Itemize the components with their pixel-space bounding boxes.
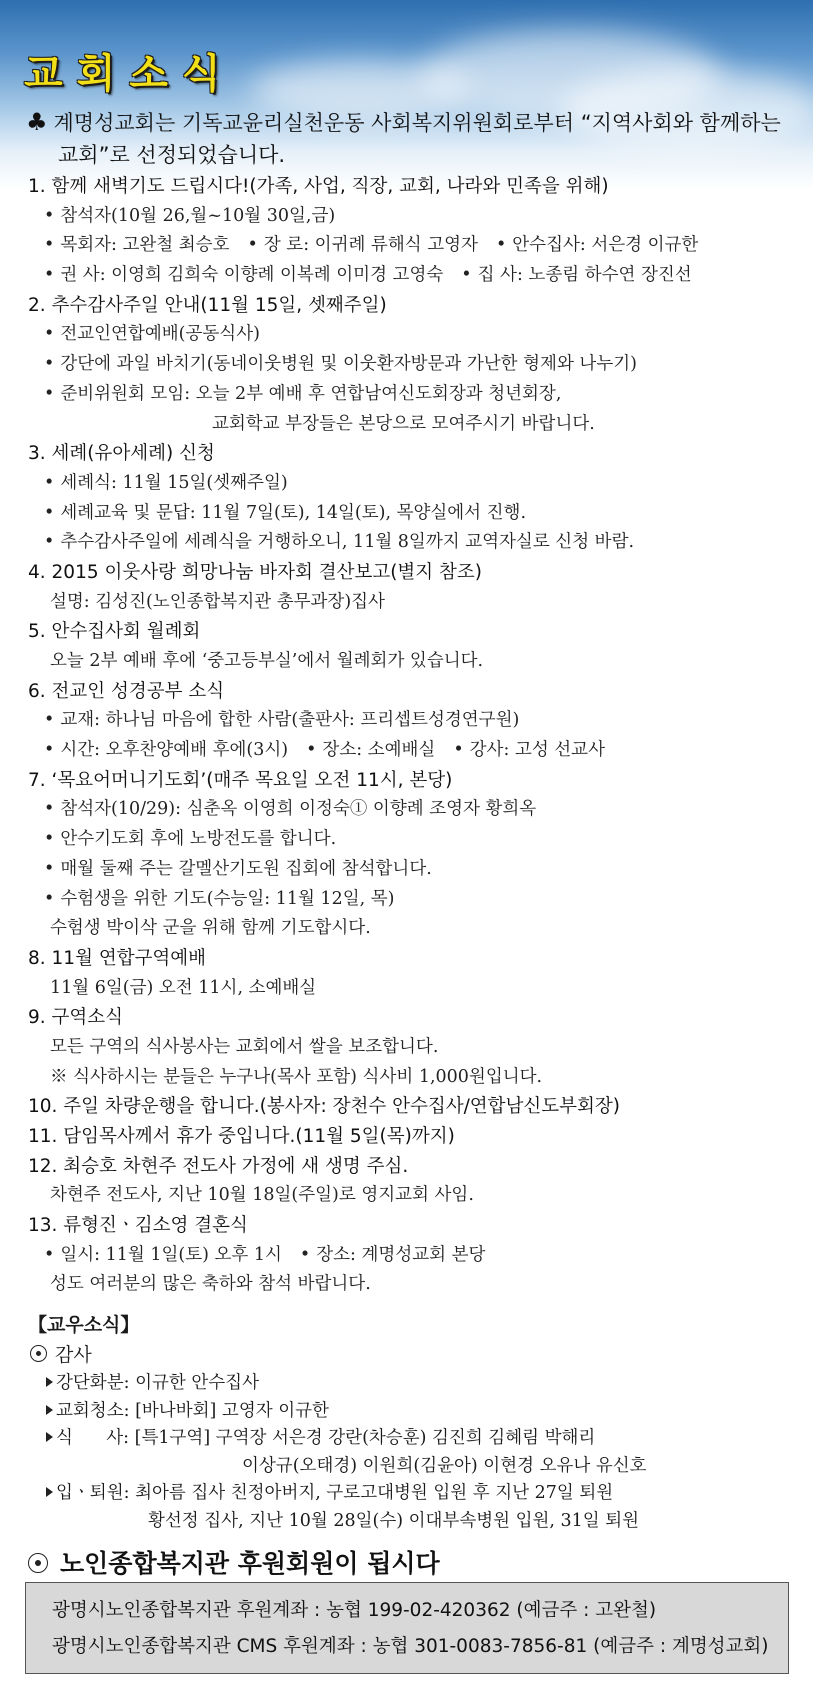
news-item-detail: 모든 구역의 식사봉사는 교회에서 쌀을 보조합니다. [50,1036,439,1057]
news-item-heading: 4. 2015 이웃사랑 희망나눔 바자회 결산보고(별지 참조) [28,561,483,583]
news-item-heading: 10. 주일 차량운행을 합니다.(봉사자: 장천수 안수집사/연합남신도부회장) [28,1096,620,1118]
bullet-icon: • [44,265,55,286]
club-suit-icon: ♣ [26,108,48,136]
bullet-icon: • [44,740,55,761]
member-news-text: 식 사: [특1구역] 구역장 서은경 강란(차승훈) 김진희 김혜림 박해리 [56,1428,596,1448]
member-news-line [28,1398,803,1426]
member-news-line [28,1508,803,1536]
bullet-icon: • [44,383,55,404]
triangle-bullet-icon [46,1432,53,1442]
news-item-detail: 11월 6일(금) 오전 11시, 소예배실 [50,977,317,998]
news-item-detail: 성도 여러분의 많은 축하와 참석 바랍니다. [50,1274,371,1295]
member-news-line [28,1480,803,1508]
bullet-text: 강사: 고성 선교사 [469,740,605,761]
support-heading [28,1544,440,1580]
bullet-line [28,380,803,410]
circled-dot-icon [28,1553,48,1573]
news-item-heading: 13. 류형진ㆍ김소영 결혼식 [28,1215,248,1237]
news-item-heading: 3. 세례(유아세례) 신청 [28,443,215,465]
bullet-icon: • [44,829,55,850]
news-item-detail: ※ 식사하시는 분들은 누구나(목사 포함) 식사비 1,000원입니다. [50,1066,543,1087]
bullet-icon: • [247,235,258,256]
bullet-text: 권 사: 이영희 김희숙 이향례 이복례 이미경 고영숙 [60,265,444,286]
bullet-icon: • [44,858,55,879]
bullet-text: 시간: 오후찬양예배 후에(3시) [60,740,289,761]
donation-account-1: 광명시노인종합복지관 후원계좌 : 농협 199-02-420362 (예금주 : 고완철) [52,1600,657,1621]
bullet-icon: • [44,799,55,820]
news-item-detail: 수험생 박이삭 군을 위해 함께 기도합시다. [50,918,371,939]
bullet-line [28,706,803,736]
member-news-line [28,1370,803,1398]
bullet-line [28,795,803,825]
intro-line-2: 교회”로 선정되었습니다. [58,143,286,167]
bullet-text: 강단에 과일 바치기(동네이웃병원 및 이웃환자방문과 가난한 형제와 나누기) [60,354,637,375]
bullet-line [28,202,803,232]
bullet-icon: • [299,1244,311,1265]
news-item-detail: 설명: 김성진(노인종합복지관 총무과장)집사 [50,591,385,612]
bullet-text: 참석자(10/29): 심춘옥 이영희 이정숙① 이향례 조영자 황희옥 [60,799,537,820]
bullet-line [28,261,803,291]
support-title: 노인종합복지관 후원회원이 됩시다 [60,1549,440,1578]
bullet-line [28,855,803,885]
bullet-icon: • [44,235,55,256]
bullet-text: 일시: 11월 1일(토) 오후 1시 [60,1244,282,1265]
bullet-icon: • [44,532,55,553]
bullet-icon: • [44,710,55,731]
bullet-icon: • [44,324,55,345]
bullet-icon: • [461,265,472,286]
bullet-icon: • [44,472,55,493]
triangle-bullet-icon [46,1405,53,1415]
bullet-line [28,350,803,380]
bullet-icon: • [495,235,507,256]
bullet-icon: • [44,888,55,909]
intro-notice [26,106,796,171]
bullet-text: 세례식: 11월 15일(셋째주일) [60,472,288,493]
member-news-text: 교회청소: [바나바회] 고영자 이규한 [56,1400,329,1421]
circled-dot-icon [30,1345,47,1362]
news-item-heading: 8. 11월 연합구역예배 [28,947,207,969]
news-item-heading: 1. 함께 새벽기도 드립시다!(가족, 사업, 직장, 교회, 나라와 민족을 위해) [28,176,609,197]
bullet-text: 참석자(10월 26,월~10월 30일,금) [60,205,336,226]
member-news-heading: 【교우소식】 [28,1314,140,1336]
member-news-lines [28,1370,803,1535]
news-item-heading: 11. 담임목사께서 휴가 중입니다.(11월 5일(목)까지) [28,1126,455,1147]
triangle-bullet-icon [46,1487,53,1497]
bullet-text: 매월 둘째 주는 갈멜산기도원 집회에 참석합니다. [60,858,432,879]
bullet-text: 추수감사주일에 세례식을 거행하오니, 11월 8일까지 교역자실로 신청 바람. [60,532,635,553]
bullet-text: 장 로: 이귀례 류해식 고영자 [263,235,478,256]
news-item-heading: 6. 전교인 성경공부 소식 [28,680,225,702]
bullet-text: 안수기도회 후에 노방전도를 합니다. [60,829,337,850]
news-item-heading: 7. ‘목요어머니기도회’(매주 목요일 오전 11시, 본당) [28,769,453,791]
bullet-icon: • [44,502,55,523]
bullet-text: 준비위원회 모임: 오늘 2부 예배 후 연합남여신도회장과 청년회장, [60,383,562,404]
bullet-line [28,320,803,350]
page-title: 교회소식 [24,51,235,97]
intro-line-1: 계명성교회는 기독교윤리실천운동 사회복지위원회로부터 “지역사회와 함께하는 [53,111,781,135]
bullet-text: 세례교육 및 문답: 11월 7일(토), 14일(토), 목양실에서 진행. [60,502,527,523]
triangle-bullet-icon [46,1377,53,1387]
bullet-text: 목회자: 고완철 최승호 [60,235,230,256]
bullet-text: 장소: 소예배실 [322,740,436,761]
bullet-line [28,1241,803,1271]
news-item-detail: 교회학교 부장들은 본당으로 모여주시기 바랍니다. [212,413,595,434]
bullet-line [28,825,803,855]
bullet-line [28,469,803,499]
member-news-line [28,1453,803,1481]
bullet-text: 집 사: 노종림 하수연 장진선 [477,265,692,286]
member-news-text: 황선정 집사, 지난 10월 28일(수) 이대부속병원 입원, 31일 퇴원 [148,1510,640,1531]
thanks-label: 감사 [55,1344,92,1366]
donation-account-2: 광명시노인종합복지관 CMS 후원계좌 : 농협 301-0083-7856-81 (예금주 : 계명성교회) [52,1636,769,1657]
bullet-line [28,499,803,529]
bullet-text: 전교인연합예배(공동식사) [60,324,260,345]
member-news-section [28,1310,803,1535]
thanks-subheading [28,1341,803,1370]
news-item-detail: 오늘 2부 예배 후에 ‘중고등부실’에서 월례회가 있습니다. [50,651,484,671]
bullet-icon: • [44,354,55,375]
bullet-icon: • [44,1244,55,1265]
bullet-line [28,736,803,766]
donation-account-box [25,1582,789,1674]
news-item-heading: 9. 구역소식 [28,1007,124,1029]
bullet-icon: • [306,740,317,761]
bullet-text: 교재: 하나님 마음에 합한 사람(출판사: 프리셉트성경연구원) [60,710,520,731]
bullet-text: 안수집사: 서은경 이규한 [512,235,699,256]
bullet-line [28,231,803,261]
bullet-icon: • [44,205,55,226]
member-news-text: 입ㆍ퇴원: 최아름 집사 친정아버지, 구로고대병원 입원 후 지난 27일 퇴원 [56,1483,614,1503]
bullet-line [28,528,803,558]
bullet-text: 수험생을 위한 기도(수능일: 11월 12일, 목) [60,888,395,909]
bullet-line [28,885,803,915]
bullet-icon: • [453,740,464,761]
bullet-text: 장소: 계명성교회 본당 [316,1244,486,1265]
news-item-heading: 5. 안수집사회 월례회 [28,621,201,643]
member-news-line [28,1425,803,1453]
news-item-detail: 차현주 전도사, 지난 10월 18일(주일)로 영지교회 사임. [50,1185,474,1206]
member-news-text: 강단화분: 이규한 안수집사 [56,1373,259,1393]
news-item-heading: 2. 추수감사주일 안내(11월 15일, 셋째주일) [28,294,387,316]
news-item-heading: 12. 최승호 차현주 전도사 가정에 새 생명 주심. [28,1155,409,1177]
member-news-text: 이상규(오태경) 이원희(김윤아) 이현경 오유나 유신호 [242,1455,647,1476]
church-news-list [28,172,803,1300]
